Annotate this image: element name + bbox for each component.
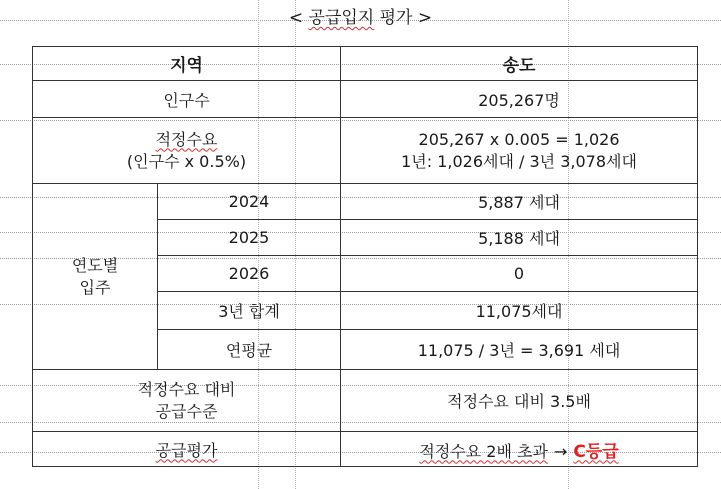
title-prefix: <	[288, 8, 309, 28]
header-region-value: 송도	[341, 47, 698, 81]
proper-demand-label-line1: 적정수요	[155, 129, 218, 149]
proper-demand-label-line2: (인구수 x 0.5%)	[126, 151, 247, 171]
yearly-row-label: 3년 합계	[158, 292, 341, 330]
population-row	[33, 81, 698, 118]
yearly-group-label-line2: 입주	[79, 277, 111, 297]
yearly-row-label: 2024	[158, 184, 341, 220]
proper-demand-row	[33, 118, 698, 184]
page-title	[0, 6, 721, 30]
supply-level-row	[33, 370, 698, 432]
yearly-row-value: 5,887 세대	[341, 184, 698, 220]
yearly-group-label	[33, 184, 158, 370]
title-text: 공급입지	[308, 8, 375, 28]
header-region-label: 지역	[33, 47, 341, 81]
yearly-row-value: 5,188 세대	[341, 220, 698, 256]
yearly-row-label: 2026	[158, 256, 341, 292]
yearly-row-label: 연평균	[158, 330, 341, 370]
population-label: 인구수	[33, 81, 341, 118]
population-value: 205,267명	[341, 81, 698, 118]
supply-evaluation-table	[32, 46, 698, 467]
proper-demand-value-line2: 1년: 1,026세대 / 3년 3,078세대	[401, 151, 637, 171]
title-suffix: 평가 >	[374, 8, 433, 28]
supply-level-label-line2: 공급수준	[155, 401, 218, 421]
yearly-row-value: 0	[341, 256, 698, 292]
proper-demand-value	[341, 118, 698, 184]
supply-eval-label-text: 공급평가	[155, 440, 218, 460]
supply-level-label-line1: 적정수요 대비	[137, 379, 236, 399]
yearly-group-label-line1: 연도별	[71, 255, 119, 275]
supply-eval-value-text: 적정수요 2배 초과	[419, 441, 548, 461]
yearly-row-value: 11,075 / 3년 = 3,691 세대	[341, 330, 698, 370]
table-header-row	[33, 47, 698, 81]
right-arrow-icon: →	[553, 441, 568, 461]
supply-level-label	[33, 370, 341, 432]
proper-demand-value-line1: 205,267 x 0.005 = 1,026	[418, 129, 620, 149]
yearly-row-value: 11,075세대	[341, 292, 698, 330]
supply-eval-row	[33, 432, 698, 467]
supply-eval-value	[341, 432, 698, 467]
yearly-row-label: 2025	[158, 220, 341, 256]
supply-eval-label	[33, 432, 341, 467]
supply-level-value: 적정수요 대비 3.5배	[341, 370, 698, 432]
yearly-row	[33, 184, 698, 220]
grade-badge: C등급	[573, 441, 619, 462]
proper-demand-label	[33, 118, 341, 184]
